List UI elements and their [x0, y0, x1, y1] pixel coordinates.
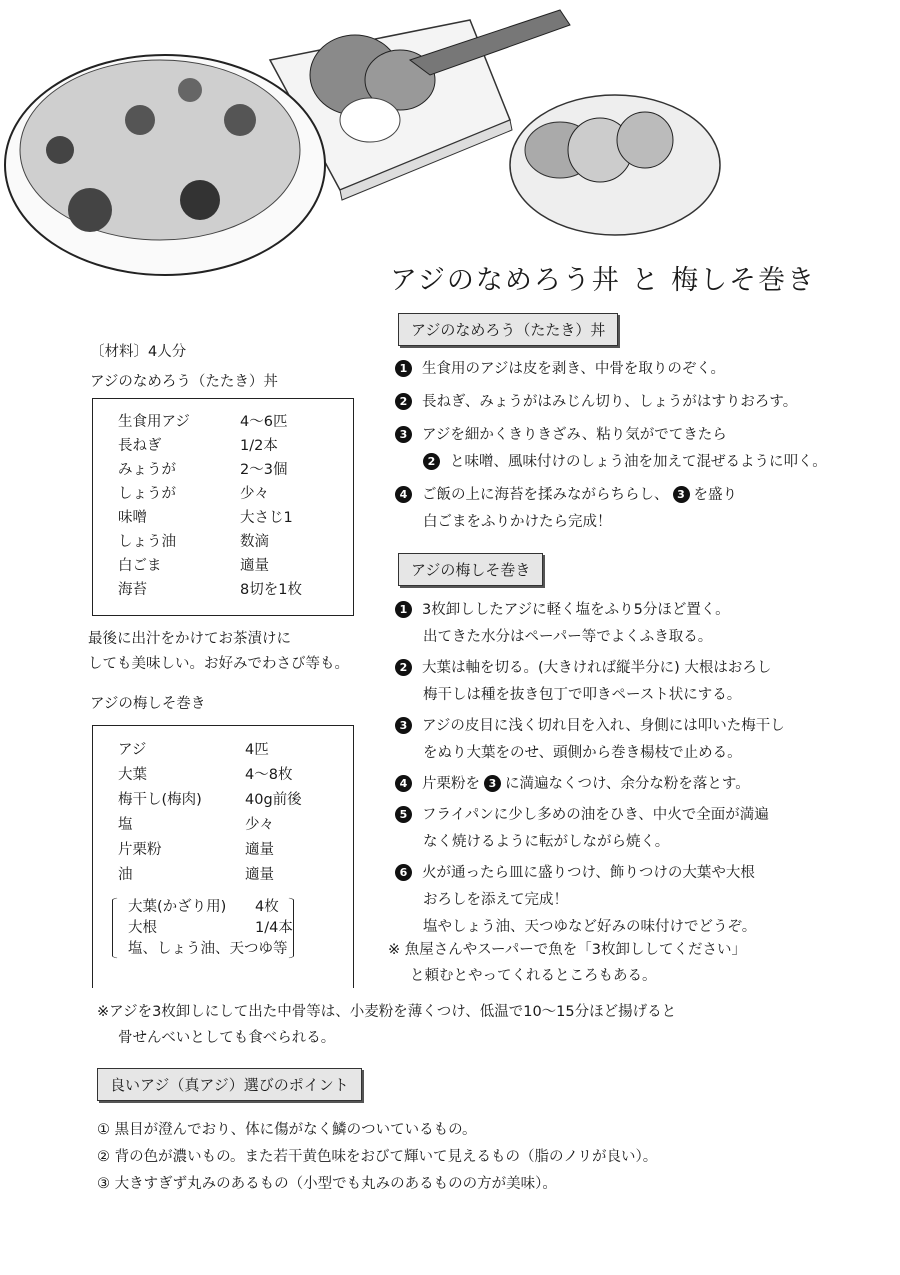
step-text: ご飯の上に海苔を揉みながらちらし、: [422, 487, 669, 503]
page-title: アジのなめろう丼 と 梅しそ巻き: [390, 265, 817, 296]
step-line: [395, 655, 771, 682]
ingredient-name: 海苔: [118, 582, 147, 598]
ingredient-quantity: 4〜8枚: [245, 767, 293, 783]
ingredient-quantity: 40g前後: [245, 792, 302, 808]
ingredient-name: 大葉(かざり用): [128, 899, 227, 915]
step-number-badge: 4: [395, 775, 412, 792]
step-text: 塩やしょう油、天つゆなど好みの味付けでどうぞ。: [423, 919, 757, 935]
ingredient-name: 味噌: [118, 510, 147, 526]
step-text: なく焼けるように転がしながら焼く。: [423, 834, 670, 850]
step-reference-badge: 3: [673, 486, 690, 503]
ingredient-name: 大根: [128, 920, 157, 936]
step-line: [395, 389, 797, 416]
step-line: [395, 449, 827, 476]
ingredient-name: みょうが: [118, 462, 176, 478]
small-plate-illustration: [510, 95, 720, 235]
step-text: 片栗粉を: [422, 776, 480, 792]
step-line: [395, 771, 750, 798]
ingredient-quantity: 数滴: [240, 534, 269, 550]
food-illustration: [0, 0, 760, 300]
section1-heading: アジのなめろう（たたき）丼: [398, 313, 618, 346]
bone-note-line: ※アジを3枚卸しにして出た中骨等は、小麦粉を薄くつけ、低温で10〜15分ほど揚げると: [97, 1004, 677, 1020]
step-text: 出てきた水分はペーパー等でよくふき取る。: [423, 629, 713, 645]
step-number-badge: 2: [395, 393, 412, 410]
step-number-badge: 1: [395, 360, 412, 377]
ingredient-quantity: 4枚: [255, 899, 279, 915]
step-text: をぬり大葉をのせ、頭側から巻き楊枝で止める。: [423, 745, 742, 761]
step-reference-badge: 3: [484, 775, 501, 792]
step-reference-badge: 2: [423, 453, 440, 470]
ingredient-name: 白ごま: [118, 558, 162, 574]
ingredient-name: アジ: [118, 742, 147, 758]
ingredient-name: 大葉: [118, 767, 147, 783]
point-item: ③ 大きすぎず丸みのあるもの（小型でも丸みのあるものの方が美味）。: [97, 1176, 557, 1192]
step-line: [395, 482, 737, 509]
ingredient-name: 塩: [118, 817, 133, 833]
step-text: に満遍なくつけ、余分な粉を落とす。: [505, 776, 750, 792]
step-number-badge: 5: [395, 806, 412, 823]
step-number-badge: 4: [395, 486, 412, 503]
recipe1-note-line: 最後に出汁をかけてお茶漬けに: [88, 631, 291, 647]
step-text: 梅干しは種を抜き包丁で叩きペースト状にする。: [423, 687, 742, 703]
ingredient-quantity: 少々: [240, 486, 269, 502]
step-number-badge: 6: [395, 864, 412, 881]
ingredient-quantity: 適量: [245, 842, 274, 858]
ingredient-name: 長ねぎ: [118, 438, 162, 454]
ingredient-name: 生食用アジ: [118, 414, 190, 430]
step-text: を盛り: [693, 487, 737, 503]
ingredient-quantity: 2〜3個: [240, 462, 288, 478]
step-text: おろしを添えて完成！: [423, 892, 568, 908]
step-line: [395, 597, 730, 624]
ingredient-name: 片栗粉: [118, 842, 162, 858]
ingredient-quantity: 少々: [245, 817, 274, 833]
step-line: [395, 422, 727, 449]
rice-bowl-illustration: [5, 55, 325, 275]
recipe1-note-line: しても美味しい。お好みでわさび等も。: [88, 656, 349, 672]
step-number-badge: 2: [395, 659, 412, 676]
step-text: 長ねぎ、みょうがはみじん切り、しょうがはすりおろす。: [422, 394, 798, 410]
ingredient-name: 塩、しょう油、天つゆ等: [128, 941, 288, 957]
ingredient-quantity: 1/4本: [255, 920, 293, 936]
ingredient-quantity: 4〜6匹: [240, 414, 288, 430]
ingredient-name: しょう油: [118, 534, 176, 550]
step-text: 白ごまをふりかけたら完成！: [423, 514, 612, 530]
point-item: ② 背の色が濃いもの。また若干黄色味をおびて輝いて見えるもの（脂のノリが良い）。: [97, 1149, 658, 1165]
fish-note-line: ※ 魚屋さんやスーパーで魚を「3枚卸ししてください」: [388, 942, 747, 958]
step-text: フライパンに少し多めの油をひき、中火で全面が満遍: [422, 807, 769, 823]
step-text: 大葉は軸を切る。(大きければ縦半分に) 大根はおろし: [422, 660, 772, 676]
recipe2-ingredients-title: アジの梅しそ巻き: [90, 696, 206, 712]
step-line: [395, 713, 785, 740]
step-line: [395, 356, 725, 383]
step-text: 3枚卸ししたアジに軽く塩をふり5分ほど置く。: [422, 602, 730, 618]
ingredient-name: しょうが: [118, 486, 176, 502]
bone-note-line: 骨せんべいとしても食べられる。: [118, 1030, 336, 1046]
step-number-badge: 1: [395, 601, 412, 618]
ingredient-quantity: 8切を1枚: [240, 582, 302, 598]
fish-note-line: と頼むとやってくれるところもある。: [410, 968, 657, 984]
step-text: 火が通ったら皿に盛りつけ、飾りつけの大葉や大根: [422, 865, 755, 881]
ingredient-quantity: 適量: [240, 558, 269, 574]
materials-label: 〔材料〕4人分: [90, 344, 187, 360]
section2-heading: アジの梅しそ巻き: [398, 553, 543, 586]
ingredient-name: 油: [118, 867, 133, 883]
point-item: ① 黒目が澄んでおり、体に傷がなく鱗のついているもの。: [97, 1122, 477, 1138]
ingredient-quantity: 適量: [245, 867, 274, 883]
step-text: 生食用のアジは皮を剥き、中骨を取りのぞく。: [422, 361, 726, 377]
ingredient-quantity: 大さじ1: [240, 510, 293, 526]
step-number-badge: 3: [395, 717, 412, 734]
step-text: と味噌、風味付けのしょう油を加えて混ぜるように叩く。: [450, 454, 827, 470]
step-text: アジの皮目に浅く切れ目を入れ、身側には叩いた梅干し: [422, 718, 785, 734]
recipe1-ingredients-title: アジのなめろう（たたき）丼: [90, 374, 278, 390]
step-line: [395, 802, 769, 829]
ingredient-quantity: 1/2本: [240, 438, 278, 454]
step-text: アジを細かくきりきざみ、粘り気がでてきたら: [422, 427, 727, 443]
ingredient-quantity: 4匹: [245, 742, 269, 758]
ingredient-name: 梅干し(梅肉): [118, 792, 202, 808]
points-heading: 良いアジ（真アジ）選びのポイント: [97, 1068, 362, 1101]
step-line: [395, 860, 755, 887]
step-number-badge: 3: [395, 426, 412, 443]
